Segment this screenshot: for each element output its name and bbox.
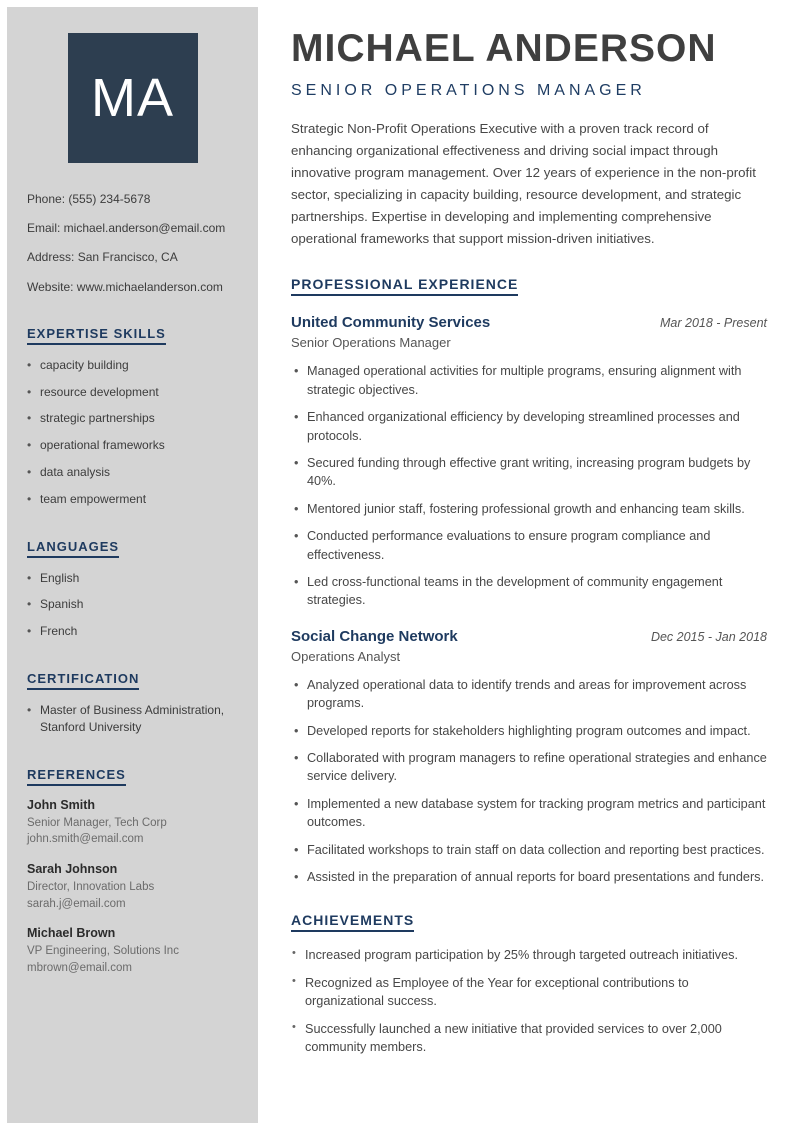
job-dates: Mar 2018 - Present bbox=[660, 316, 767, 331]
job-bullet-list bbox=[291, 676, 767, 887]
reference-email: sarah.j@email.com bbox=[27, 897, 126, 910]
contact-email: Email: michael.anderson@email.com bbox=[27, 221, 226, 236]
reference-name: Michael Brown bbox=[27, 926, 116, 941]
contact-website: Website: www.michaelanderson.com bbox=[27, 279, 223, 294]
job-bullet: • Collaborated with program managers to refine operational strategies and enhance service delivery. bbox=[291, 749, 767, 786]
job-bullet: • Analyzed operational data to identify trends and areas for improvement across programs. bbox=[291, 676, 767, 713]
avatar bbox=[68, 33, 198, 163]
achievement-item: • Increased program participation by 25% through targeted outreach initiatives. bbox=[291, 946, 767, 964]
job-bullet: • Managed operational activities for multiple programs, ensuring alignment with strategic objectives. bbox=[291, 362, 767, 399]
job-bullet-list bbox=[291, 362, 767, 609]
achievements-heading: ACHIEVEMENTS bbox=[291, 912, 414, 932]
references-section bbox=[27, 766, 238, 977]
experience-heading: PROFESSIONAL EXPERIENCE bbox=[291, 276, 518, 296]
job-header bbox=[291, 628, 767, 645]
job-role: Senior Operations Manager bbox=[291, 335, 451, 351]
job-bullet: • Implemented a new database system for tracking program metrics and participant outcomes. bbox=[291, 795, 767, 832]
certification-section bbox=[27, 670, 238, 736]
skill-item: • operational frameworks bbox=[27, 437, 238, 454]
job-bullet: • Assisted in the preparation of annual reports for board presentations and funders. bbox=[291, 868, 767, 886]
reference-entry bbox=[27, 926, 238, 976]
person-name: MICHAEL ANDERSON bbox=[291, 27, 717, 70]
languages-section bbox=[27, 538, 238, 640]
achievements-section bbox=[291, 912, 767, 1056]
skills-section bbox=[27, 325, 238, 508]
reference-role: Director, Innovation Labs bbox=[27, 880, 155, 893]
reference-email: john.smith@email.com bbox=[27, 833, 144, 846]
job-entry bbox=[291, 628, 767, 887]
achievement-item: • Recognized as Employee of the Year for exceptional contributions to organizational success. bbox=[291, 974, 767, 1011]
experience-section bbox=[291, 276, 767, 886]
skill-item: • strategic partnerships bbox=[27, 410, 238, 427]
reference-entry bbox=[27, 798, 238, 848]
reference-name: John Smith bbox=[27, 797, 96, 812]
certification-item: • Master of Business Administration, Stanford University bbox=[27, 702, 238, 736]
company-name: United Community Services bbox=[291, 314, 491, 332]
job-bullet: • Developed reports for stakeholders highlighting program outcomes and impact. bbox=[291, 722, 767, 740]
skill-item: • team empowerment bbox=[27, 491, 238, 508]
company-name: Social Change Network bbox=[291, 627, 458, 645]
job-header bbox=[291, 314, 767, 331]
skill-item: • capacity building bbox=[27, 357, 238, 374]
language-item: • French bbox=[27, 623, 238, 640]
contact-block bbox=[27, 191, 238, 295]
achievements-list bbox=[291, 946, 767, 1056]
reference-role: Senior Manager, Tech Corp bbox=[27, 816, 167, 829]
job-role: Operations Analyst bbox=[291, 648, 401, 664]
main-content bbox=[258, 7, 793, 1123]
job-bullet: • Mentored junior staff, fostering professional growth and enhancing team skills. bbox=[291, 500, 767, 518]
reference-name: Sarah Johnson bbox=[27, 861, 118, 876]
avatar-initials: MA bbox=[91, 68, 174, 128]
job-bullet: • Enhanced organizational efficiency by developing streamlined processes and protocols. bbox=[291, 408, 767, 445]
achievement-item: • Successfully launched a new initiative that provided services to over 2,000 community members. bbox=[291, 1020, 767, 1057]
language-item: • Spanish bbox=[27, 596, 238, 613]
skill-item: • data analysis bbox=[27, 464, 238, 481]
job-bullet: • Facilitated workshops to train staff on data collection and reporting best practices. bbox=[291, 841, 767, 859]
contact-address: Address: San Francisco, CA bbox=[27, 250, 178, 265]
reference-role: VP Engineering, Solutions Inc bbox=[27, 945, 179, 958]
job-bullet: • Led cross-functional teams in the development of community engagement strategies. bbox=[291, 573, 767, 610]
skills-list bbox=[27, 357, 238, 508]
reference-email: mbrown@email.com bbox=[27, 961, 132, 974]
reference-entry bbox=[27, 862, 238, 912]
job-dates: Dec 2015 - Jan 2018 bbox=[650, 629, 767, 644]
skills-heading: EXPERTISE SKILLS bbox=[27, 326, 166, 345]
sidebar bbox=[7, 7, 258, 1123]
language-item: • English bbox=[27, 570, 238, 587]
references-heading: REFERENCES bbox=[27, 767, 126, 786]
skill-item: • resource development bbox=[27, 384, 238, 401]
job-bullet: • Conducted performance evaluations to ensure program compliance and effectiveness. bbox=[291, 527, 767, 564]
job-entry bbox=[291, 314, 767, 609]
certification-list bbox=[27, 702, 238, 736]
person-title: SENIOR OPERATIONS MANAGER bbox=[291, 81, 646, 99]
certification-heading: CERTIFICATION bbox=[27, 671, 139, 690]
languages-heading: LANGUAGES bbox=[27, 539, 119, 558]
contact-phone: Phone: (555) 234-5678 bbox=[27, 192, 151, 206]
job-bullet: • Secured funding through effective grant writing, increasing program budgets by 40%. bbox=[291, 454, 767, 491]
languages-list bbox=[27, 570, 238, 640]
summary-paragraph: Strategic Non-Profit Operations Executive with a proven track record of enhancing organizational effectiveness and driving social impact through innovative program management. Over 12 years of experience in the non-profit sector, specializing in capacity building, resource development, and strategic partnerships. Expertise in developing and implementing comprehensive operational frameworks that support mission-driven initiatives. bbox=[291, 120, 756, 247]
